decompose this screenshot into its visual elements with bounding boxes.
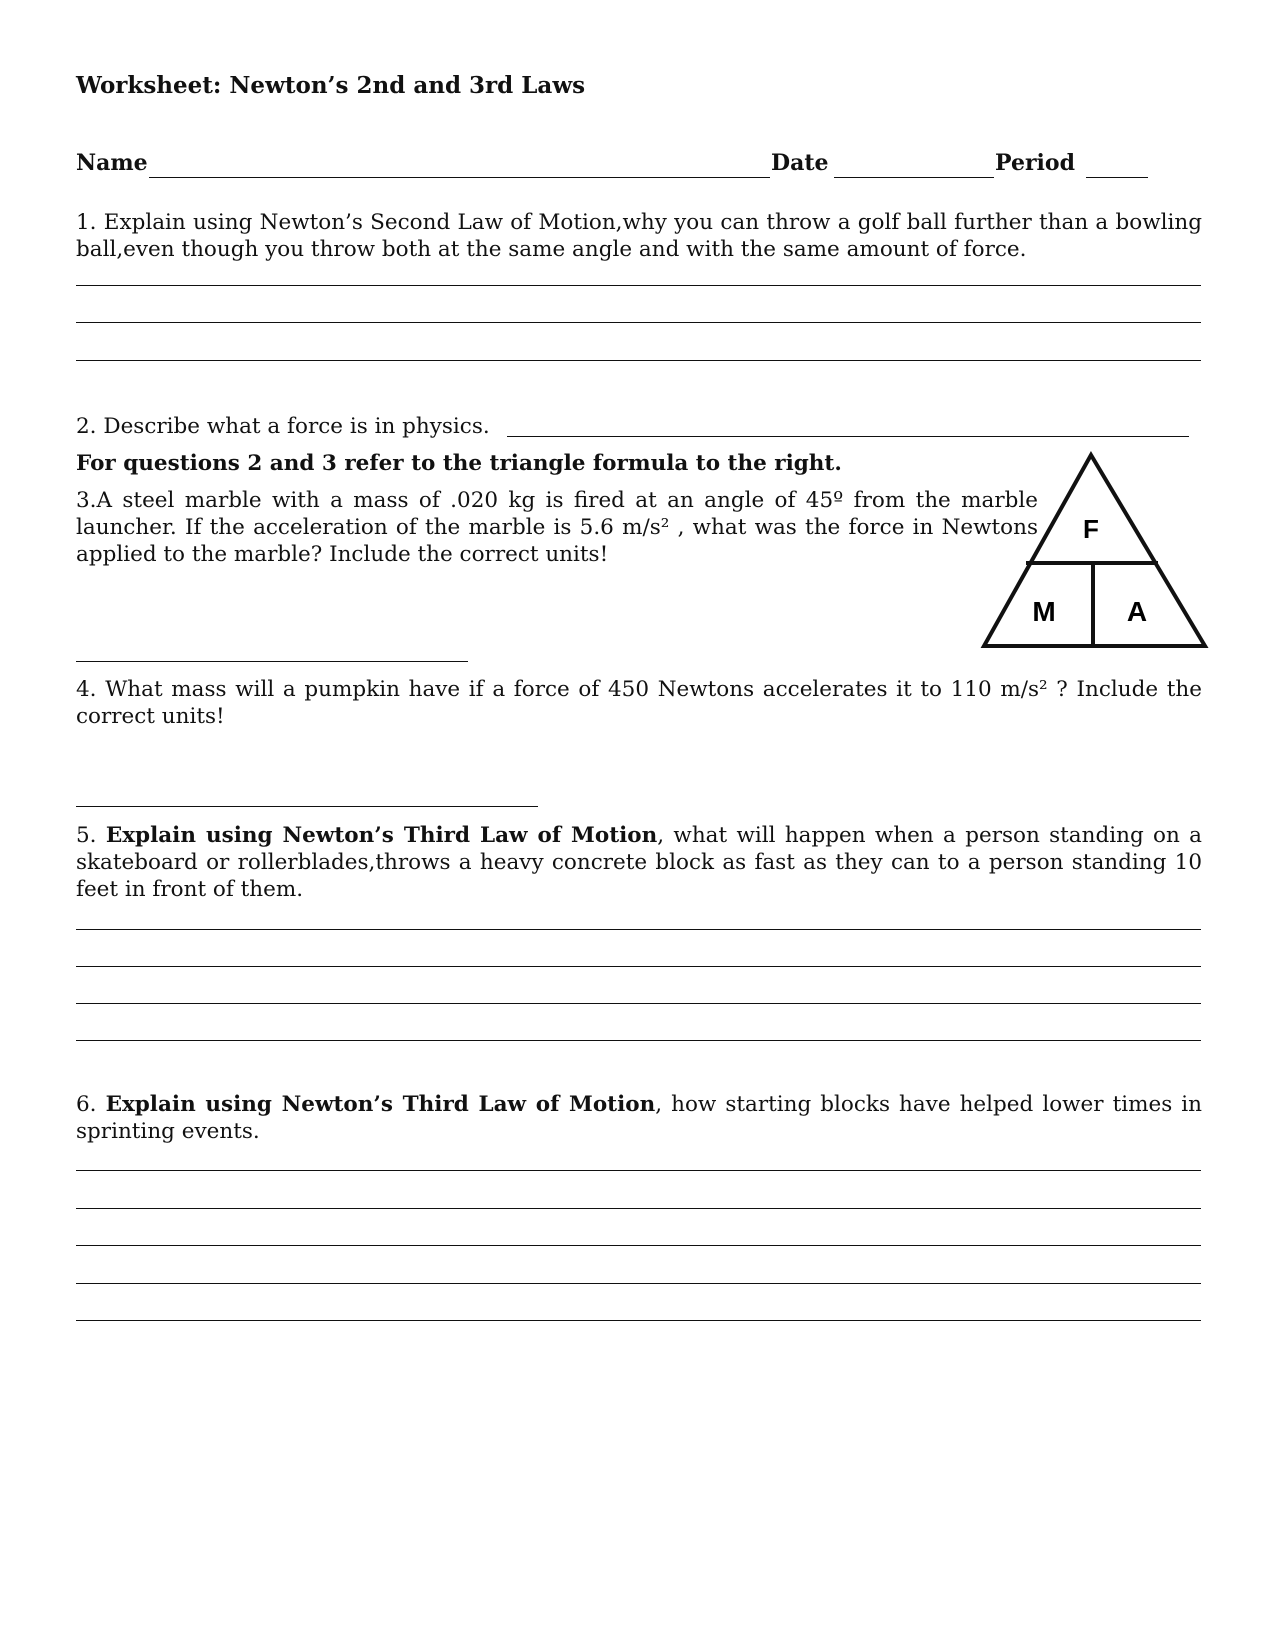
question-5-emphasis: Explain using Newton’s Third Law of Motion <box>105 823 658 848</box>
triangle-label-a: A <box>1126 596 1148 627</box>
answer-line[interactable] <box>76 322 1201 323</box>
force-triangle-diagram <box>975 450 1215 650</box>
question-4: 4. What mass will a pumpkin have if a force of 450 Newtons accelerates it to 110 m/s² ? Include the correct units! <box>76 677 1202 729</box>
answer-line[interactable] <box>76 285 1201 286</box>
triangle-label-f: F <box>1083 514 1099 544</box>
question-2: 2. Describe what a force is in physics. <box>76 414 490 439</box>
answer-line[interactable] <box>76 806 538 807</box>
period-field[interactable] <box>1086 177 1148 178</box>
answer-line[interactable] <box>76 1003 1201 1004</box>
question-6-text: , how starting blocks have helped lower times in sprinting events. <box>76 1092 1202 1144</box>
question-6-emphasis: Explain using Newton’s Third Law of Motion <box>105 1092 656 1117</box>
period-label: Period <box>995 150 1075 176</box>
name-label: Name <box>76 150 148 176</box>
answer-line[interactable] <box>76 1170 1201 1171</box>
question-5-text: , what will happen when a person standing on a skateboard or rollerblades,throws a heavy concrete block as fast as they can to a person standing 10 feet in front of them. <box>76 823 1202 902</box>
triangle-label-m: M <box>1032 596 1056 627</box>
answer-line[interactable] <box>507 436 1189 437</box>
worksheet-title: Worksheet: Newton’s 2nd and 3rd Laws <box>76 72 586 99</box>
answer-line[interactable] <box>76 661 468 662</box>
answer-line[interactable] <box>76 1320 1201 1321</box>
question-5-number: 5. <box>76 823 106 848</box>
question-3: 3.A steel marble with a mass of .020 kg is fired at an angle of 45º from the marble launcher. If the acceleration of the marble is 5.6 m/s² , what was the force in Newtons applied to the marble? Include the correct units! <box>76 488 1038 567</box>
question-1: 1. Explain using Newton’s Second Law of Motion,why you can throw a golf ball further than a bowling ball,even though you throw both at the same angle and with the same amount of force. <box>76 210 1202 262</box>
triangle-note: For questions 2 and 3 refer to the triangle formula to the right. <box>76 451 842 476</box>
answer-line[interactable] <box>76 1208 1201 1209</box>
answer-line[interactable] <box>76 1283 1201 1284</box>
question-5 <box>76 822 1202 903</box>
answer-line[interactable] <box>76 360 1201 361</box>
date-label: Date <box>771 150 829 176</box>
name-field[interactable] <box>149 177 770 178</box>
answer-line[interactable] <box>76 929 1201 930</box>
question-6 <box>76 1091 1202 1145</box>
answer-line[interactable] <box>76 1040 1201 1041</box>
question-6-number: 6. <box>76 1092 106 1117</box>
answer-line[interactable] <box>76 966 1201 967</box>
answer-line[interactable] <box>76 1245 1201 1246</box>
date-field[interactable] <box>834 177 994 178</box>
